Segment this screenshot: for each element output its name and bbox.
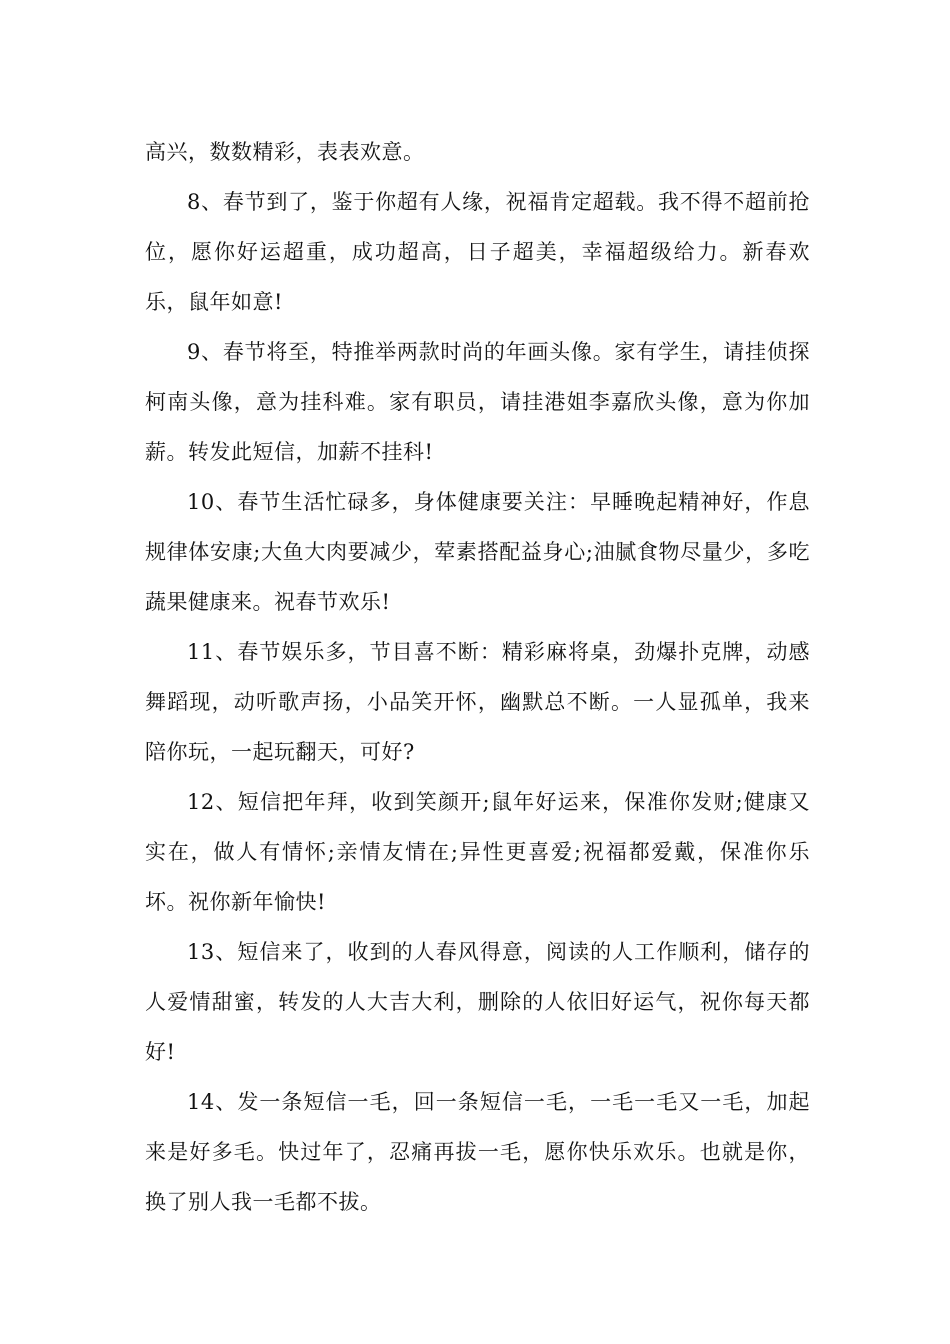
paragraph-0: 高兴，数数精彩，表表欢意。 <box>145 140 425 164</box>
paragraph-9: 9、春节将至，特推举两款时尚的年画头像。家有学生，请挂侦探柯南头像，意为挂科难。家有职员，请挂港姐李嘉欣头像，意为你加薪。转发此短信，加薪不挂科! <box>145 340 810 464</box>
paragraph-11: 11、春节娱乐多，节目喜不断：精彩麻将桌，劲爆扑克牌，动感舞蹈现，动听歌声扬，小品笑开怀，幽默总不断。一人显孤单，我来陪你玩，一起玩翻天，可好? <box>145 640 810 764</box>
paragraph-14: 14、发一条短信一毛，回一条短信一毛，一毛一毛又一毛，加起来是好多毛。快过年了，忍痛再拔一毛，愿你快乐欢乐。也就是你，换了别人我一毛都不拔。 <box>145 1090 810 1214</box>
paragraph-13: 13、短信来了，收到的人春风得意，阅读的人工作顺利，储存的人爱情甜蜜，转发的人大吉大利，删除的人依旧好运气，祝你每天都好! <box>145 940 810 1064</box>
document-body <box>145 127 810 1227</box>
paragraph-12: 12、短信把年拜，收到笑颜开;鼠年好运来，保准你发财;健康又实在，做人有情怀;亲情友情在;异性更喜爱;祝福都爱戴，保准你乐坏。祝你新年愉快! <box>145 790 810 914</box>
paragraph-8: 8、春节到了，鉴于你超有人缘，祝福肯定超载。我不得不超前抢位，愿你好运超重，成功超高，日子超美，幸福超级给力。新春欢乐，鼠年如意! <box>145 190 810 314</box>
paragraph-10: 10、春节生活忙碌多，身体健康要关注：早睡晚起精神好，作息规律体安康;大鱼大肉要减少，荤素搭配益身心;油腻食物尽量少，多吃蔬果健康来。祝春节欢乐! <box>145 490 810 614</box>
